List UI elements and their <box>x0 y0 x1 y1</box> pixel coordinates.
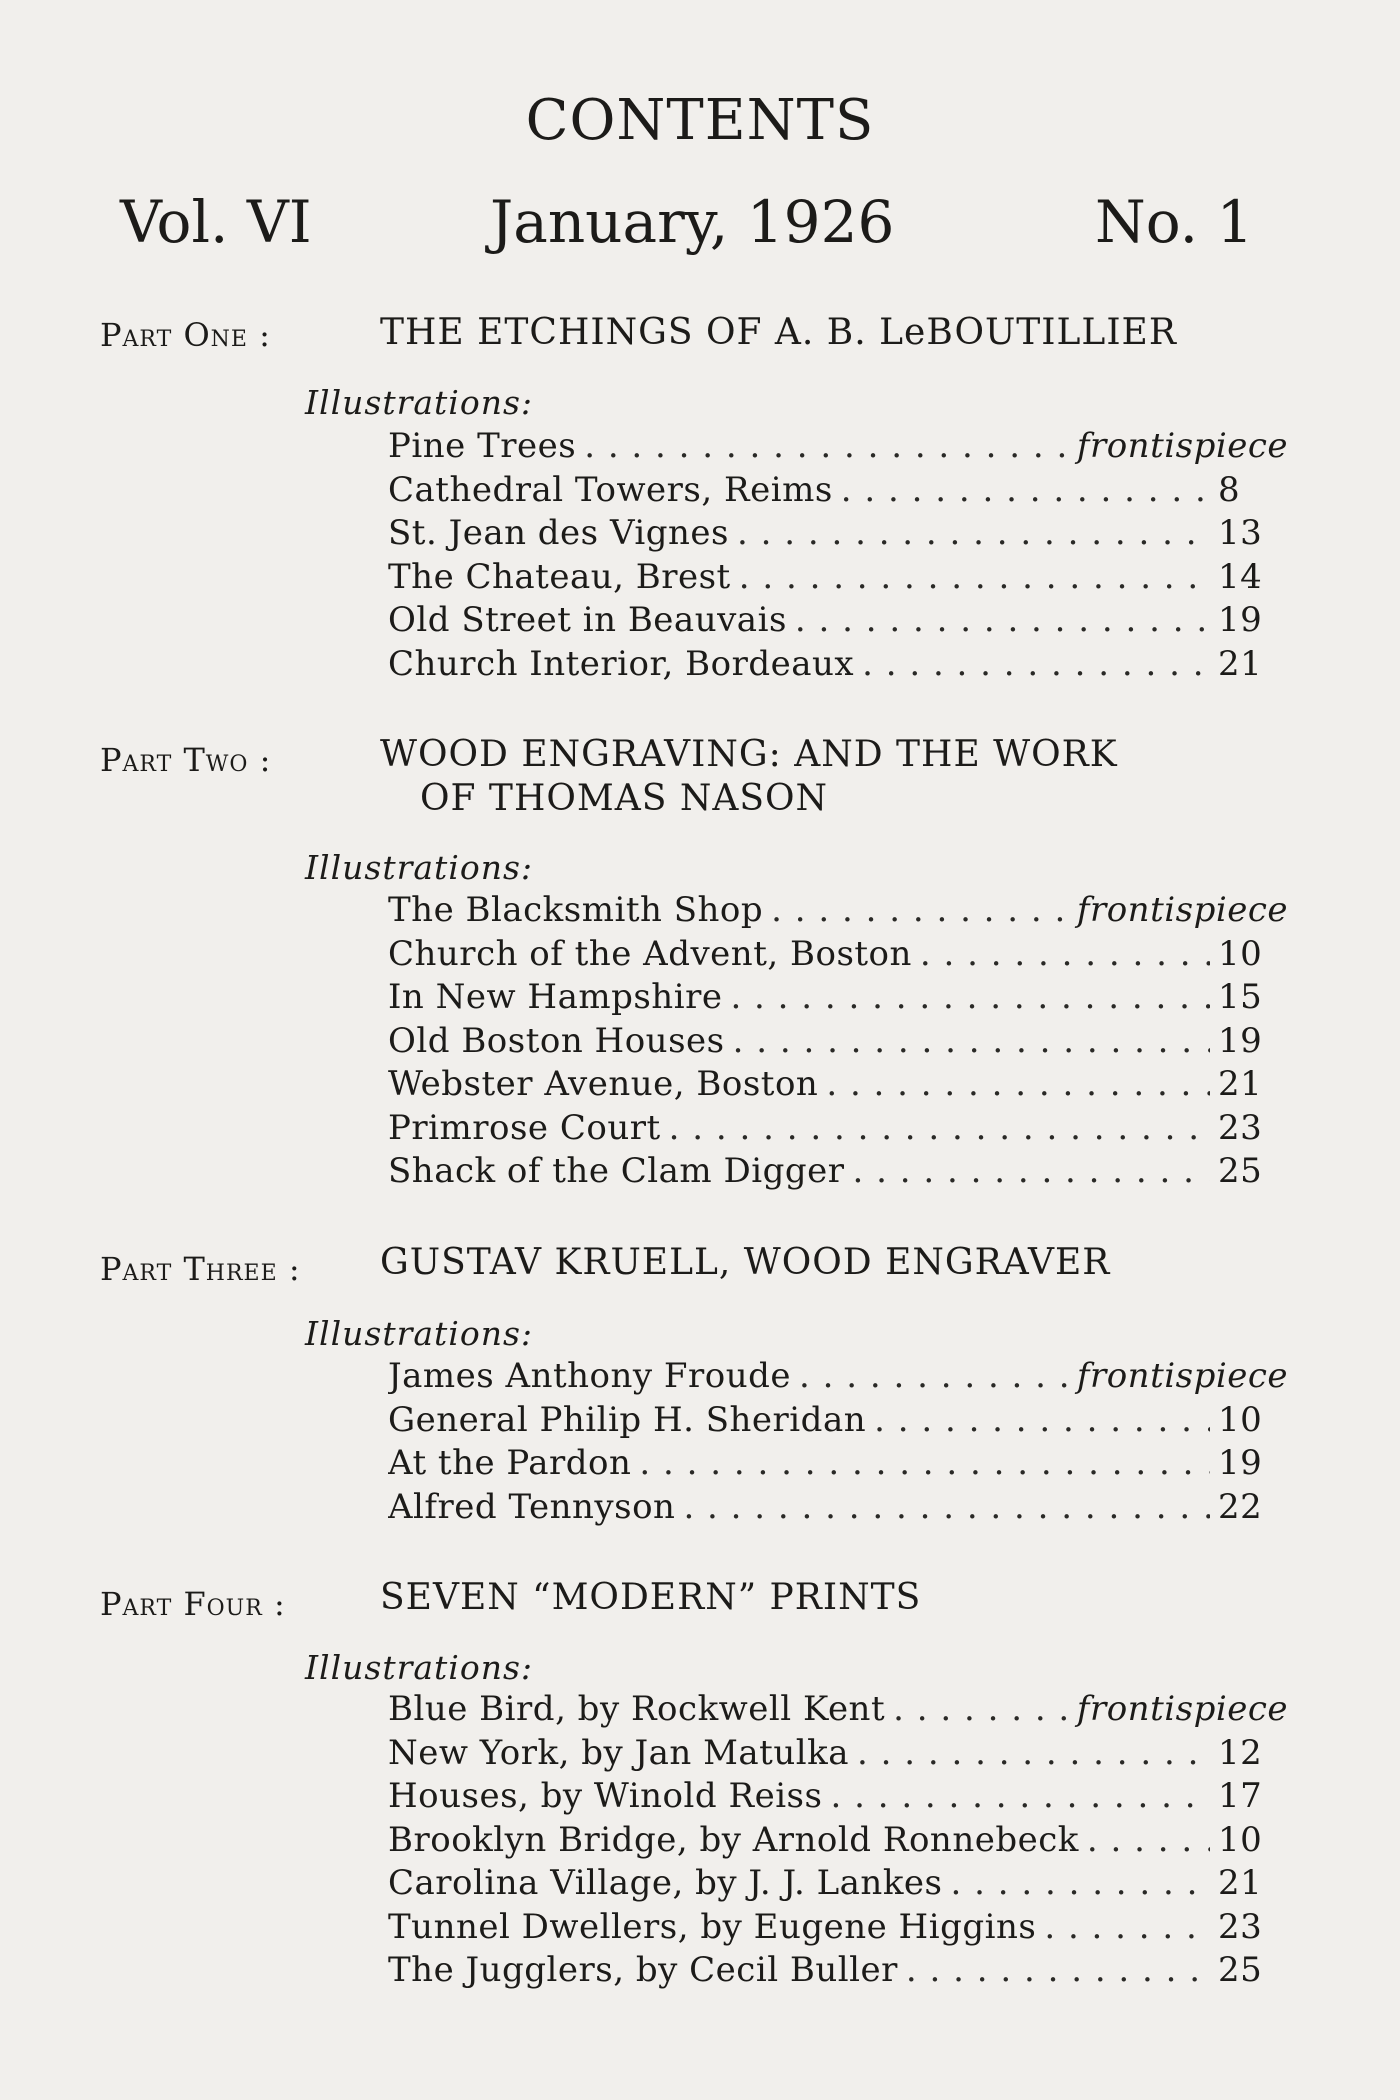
entry-title: St. Jean des Vignes <box>388 513 729 553</box>
part-title-line: THE ETCHINGS OF A. B. LeBOUTILLIER <box>380 312 1177 353</box>
entry-page: 14 <box>1218 556 1263 597</box>
dot-leader <box>669 1107 1210 1151</box>
entry-page: 21 <box>1218 1863 1263 1903</box>
part-title-line: SEVEN “MODERN” PRINTS <box>380 1577 922 1618</box>
dot-leader <box>857 1732 1210 1776</box>
entry-page: 23 <box>1218 1107 1263 1148</box>
illustrations-label: Illustrations: <box>305 1648 534 1687</box>
dot-leader <box>906 1949 1210 1993</box>
toc-entry <box>388 469 1288 513</box>
dot-leader <box>683 1486 1210 1530</box>
entry-page: 19 <box>1218 1020 1263 1061</box>
entry-page: 23 <box>1218 1906 1263 1947</box>
dot-leader <box>639 1442 1210 1486</box>
entry-title: Houses, by Winold Reiss <box>388 1776 823 1816</box>
entry-title: In New Hampshire <box>388 977 723 1017</box>
entry-title: New York, by Jan Matulka <box>388 1732 849 1773</box>
dot-leader <box>1087 1819 1210 1863</box>
illustration-list <box>388 1355 1288 1529</box>
entry-page: 10 <box>1218 1819 1263 1860</box>
entry-title: Carolina Village, by J. J. Lankes <box>388 1863 943 1903</box>
part-label: Part Two : <box>100 741 272 779</box>
entry-page: 17 <box>1218 1776 1263 1816</box>
part-title <box>380 1241 1110 1285</box>
dot-leader <box>874 1399 1210 1443</box>
toc-entry <box>388 976 1288 1020</box>
dot-leader <box>733 1020 1210 1064</box>
entry-page: 13 <box>1218 513 1263 553</box>
entry-page: 10 <box>1218 933 1263 974</box>
entry-page: frontispiece <box>1076 890 1288 930</box>
entry-page: 25 <box>1218 1151 1263 1191</box>
entry-title: Tunnel Dwellers, by Eugene Higgins <box>388 1906 1037 1947</box>
entry-title: Webster Avenue, Boston <box>388 1064 819 1104</box>
entry-page: 8 <box>1218 469 1241 510</box>
part-label: Part Four : <box>100 1585 286 1623</box>
toc-entry <box>388 512 1288 556</box>
entry-title: Shack of the Clam Digger <box>388 1151 845 1191</box>
entry-title: Old Street in Beauvais <box>388 600 787 640</box>
toc-entry <box>388 1819 1288 1863</box>
illustrations-label: Illustrations: <box>305 848 534 887</box>
dot-leader <box>771 889 1069 933</box>
issue-number: No. 1 <box>1095 188 1254 256</box>
illustrations-label: Illustrations: <box>305 383 534 422</box>
toc-entry <box>388 1020 1288 1064</box>
illustration-list <box>388 1688 1288 1993</box>
entry-page: 19 <box>1218 1443 1263 1483</box>
entry-title: At the Pardon <box>388 1443 632 1483</box>
entry-title: Pine Trees <box>388 426 577 466</box>
illustrations-label: Illustrations: <box>305 1314 534 1353</box>
dot-leader <box>951 1862 1211 1906</box>
entry-title: Blue Bird, by Rockwell Kent <box>388 1689 886 1729</box>
entry-title: Brooklyn Bridge, by Arnold Ronnebeck <box>388 1819 1079 1860</box>
dot-leader <box>799 1355 1069 1399</box>
entry-title: Primrose Court <box>388 1107 661 1148</box>
toc-entry <box>388 1732 1288 1776</box>
entry-page: frontispiece <box>1076 1356 1288 1396</box>
part-title <box>380 733 1118 821</box>
dot-leader <box>830 1775 1210 1819</box>
entry-title: Old Boston Houses <box>388 1020 725 1061</box>
entry-title: The Chateau, Brest <box>388 556 731 597</box>
part-label: Part Three : <box>100 1250 301 1288</box>
toc-entry <box>388 1688 1288 1732</box>
part-title-line: OF THOMAS NASON <box>420 778 828 819</box>
entry-page: 10 <box>1218 1399 1263 1440</box>
entry-page: 12 <box>1218 1732 1263 1773</box>
toc-entry <box>388 933 1288 977</box>
entry-page: 21 <box>1218 1064 1263 1104</box>
part-label: Part One : <box>100 316 271 354</box>
dot-leader <box>739 556 1210 600</box>
entry-page: frontispiece <box>1076 1689 1288 1729</box>
toc-entry <box>388 556 1288 600</box>
entry-page: 21 <box>1218 643 1263 684</box>
part-title-line: GUSTAV KRUELL, WOOD ENGRAVER <box>380 1242 1111 1283</box>
dot-leader <box>893 1688 1069 1732</box>
entry-title: Alfred Tennyson <box>388 1486 676 1527</box>
entry-title: Church of the Advent, Boston <box>388 933 912 974</box>
toc-entry <box>388 1442 1288 1486</box>
toc-entry <box>388 1150 1288 1194</box>
toc-entry <box>388 425 1288 469</box>
toc-entry <box>388 1107 1288 1151</box>
toc-entry <box>388 1486 1288 1530</box>
entry-title: The Jugglers, by Cecil Buller <box>388 1950 898 1990</box>
entry-title: General Philip H. Sheridan <box>388 1399 867 1440</box>
dot-leader <box>853 1150 1210 1194</box>
illustration-list <box>388 425 1288 686</box>
toc-entry <box>388 599 1288 643</box>
part-title <box>380 1576 921 1620</box>
entry-page: frontispiece <box>1076 426 1288 466</box>
entry-page: 25 <box>1218 1950 1263 1990</box>
entry-page: 15 <box>1218 977 1263 1017</box>
part-title <box>380 311 1177 355</box>
entry-title: Church Interior, Bordeaux <box>388 643 855 684</box>
toc-entry <box>388 1063 1288 1107</box>
entry-page: 19 <box>1218 600 1263 640</box>
dot-leader <box>826 1063 1210 1107</box>
issue-date: January, 1926 <box>490 188 895 256</box>
dot-leader <box>795 599 1210 643</box>
toc-entry <box>388 889 1288 933</box>
volume-label: Vol. VI <box>120 188 312 256</box>
toc-entry <box>388 1775 1288 1819</box>
dot-leader <box>730 976 1210 1020</box>
toc-entry <box>388 1399 1288 1443</box>
entry-page: 22 <box>1218 1486 1263 1527</box>
illustration-list <box>388 889 1288 1194</box>
toc-entry <box>388 1949 1288 1993</box>
entry-title: Cathedral Towers, Reims <box>388 469 833 510</box>
entry-title: The Blacksmith Shop <box>388 890 764 930</box>
toc-entry <box>388 1862 1288 1906</box>
dot-leader <box>1044 1906 1210 1950</box>
dot-leader <box>841 469 1210 513</box>
entry-title: James Anthony Froude <box>388 1356 792 1396</box>
dot-leader <box>584 425 1069 469</box>
dot-leader <box>862 643 1210 687</box>
dot-leader <box>737 512 1210 556</box>
dot-leader <box>920 933 1210 977</box>
part-title-line: WOOD ENGRAVING: AND THE WORK <box>380 734 1118 775</box>
toc-entry <box>388 1355 1288 1399</box>
toc-entry <box>388 1906 1288 1950</box>
page-title: CONTENTS <box>525 88 875 153</box>
toc-entry <box>388 643 1288 687</box>
